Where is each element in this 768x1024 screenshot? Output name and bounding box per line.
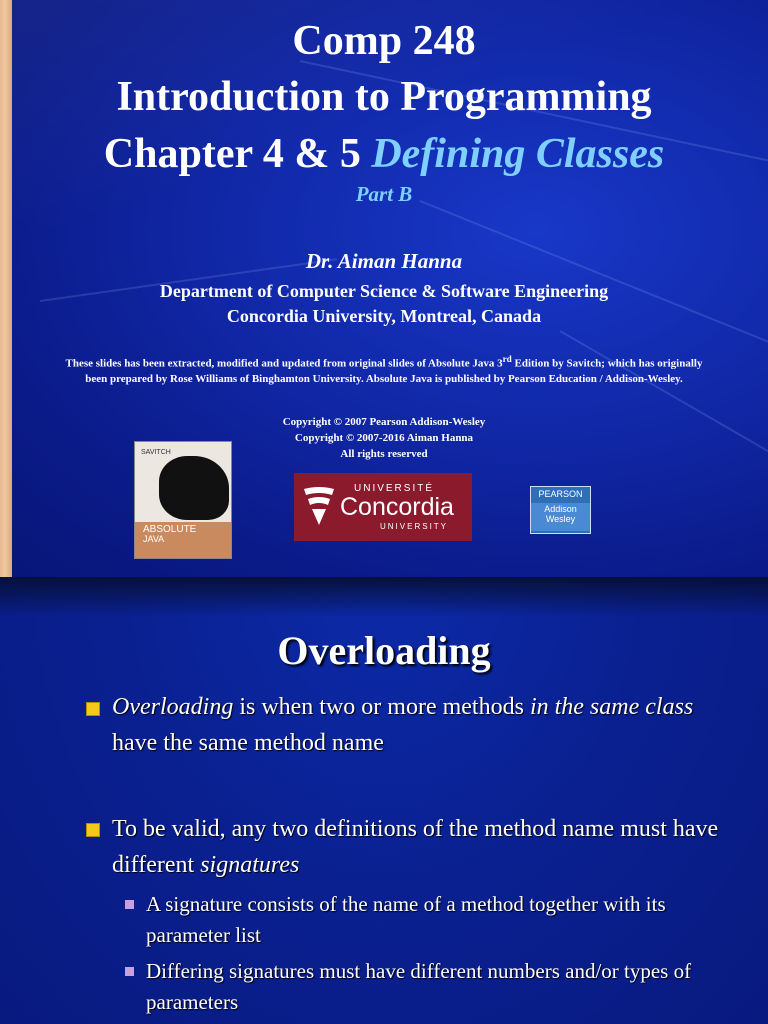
panther-image (159, 456, 229, 520)
book-author: SAVITCH (141, 449, 171, 456)
concordia-logo (294, 473, 472, 541)
addison-wesley-label (531, 504, 590, 524)
slide-heading: Overloading (277, 628, 491, 673)
source-note (64, 352, 704, 387)
copyright-pearson: Copyright © 2007 Pearson Addison-Wesley (282, 416, 486, 428)
copyright-block (0, 414, 768, 462)
copyright-hanna: Copyright © 2007-2016 Aiman Hanna (294, 432, 474, 444)
wesley-label: Wesley (545, 514, 576, 524)
book-title-2: JAVA (143, 534, 165, 544)
source-note-part2: Edition by Savitch; which has originally been prepared by Rose Williams of Binghamton University. Absolute Java is published by Pearson Education / Addison-Wesley. (85, 357, 703, 385)
source-note-sup: rd (502, 354, 512, 364)
sub-bullet-signature-definition: A signature consists of the name of a method together with its parameter list (146, 892, 666, 947)
term-overloading: Overloading (112, 694, 234, 720)
title-line-1: Comp 248 (292, 18, 476, 64)
bullet1-emphasis: in the same class (529, 694, 694, 720)
author-name: Dr. Aiman Hanna (305, 249, 463, 273)
bullet-signatures-rule (112, 811, 732, 883)
title-line-3 (0, 130, 768, 178)
source-note-part1: These slides has been extracted, modified and updated from original slides of Absolute Java 3 (65, 357, 503, 370)
pearson-label: PEARSON (538, 489, 583, 499)
university: Concordia University, Montreal, Canada (226, 306, 542, 326)
department: Department of Computer Science & Software Engineering (159, 281, 609, 301)
bullet-square-icon (86, 823, 100, 837)
sub-bullet-square-icon (125, 967, 134, 976)
term-signatures: signatures (200, 852, 300, 878)
concordia-universite: UNIVERSITÉ (354, 483, 435, 494)
bullet-overloading-definition (112, 689, 732, 761)
pearson-addison-wesley-logo (530, 486, 591, 534)
concordia-crest-icon (302, 485, 336, 529)
rights-reserved: All rights reserved (340, 448, 428, 460)
background-streak (420, 200, 768, 359)
bullet1-text: is when two or more methods (233, 694, 530, 720)
chapter-label: Chapter 4 & 5 (103, 131, 372, 177)
chapter-topic: Defining Classes (371, 131, 665, 177)
absolute-java-book-cover (134, 441, 232, 559)
addison-label: Addison (544, 504, 577, 514)
bullet-square-icon (86, 702, 100, 716)
title-line-2: Introduction to Programming (116, 74, 652, 120)
sub-bullet-differing-signatures: Differing signatures must have different numbers and/or types of parameters (146, 959, 692, 1014)
concordia-name: Concordia (340, 493, 454, 521)
book-title: ABSOLUTE (143, 524, 197, 535)
part-label: Part B (355, 182, 413, 206)
concordia-university: UNIVERSITY (380, 522, 449, 531)
bullet2-text: To be valid, any two definitions of the method name must have different (112, 816, 719, 878)
bullet1-end: have the same method name (112, 730, 384, 756)
sub-bullet-square-icon (125, 900, 134, 909)
